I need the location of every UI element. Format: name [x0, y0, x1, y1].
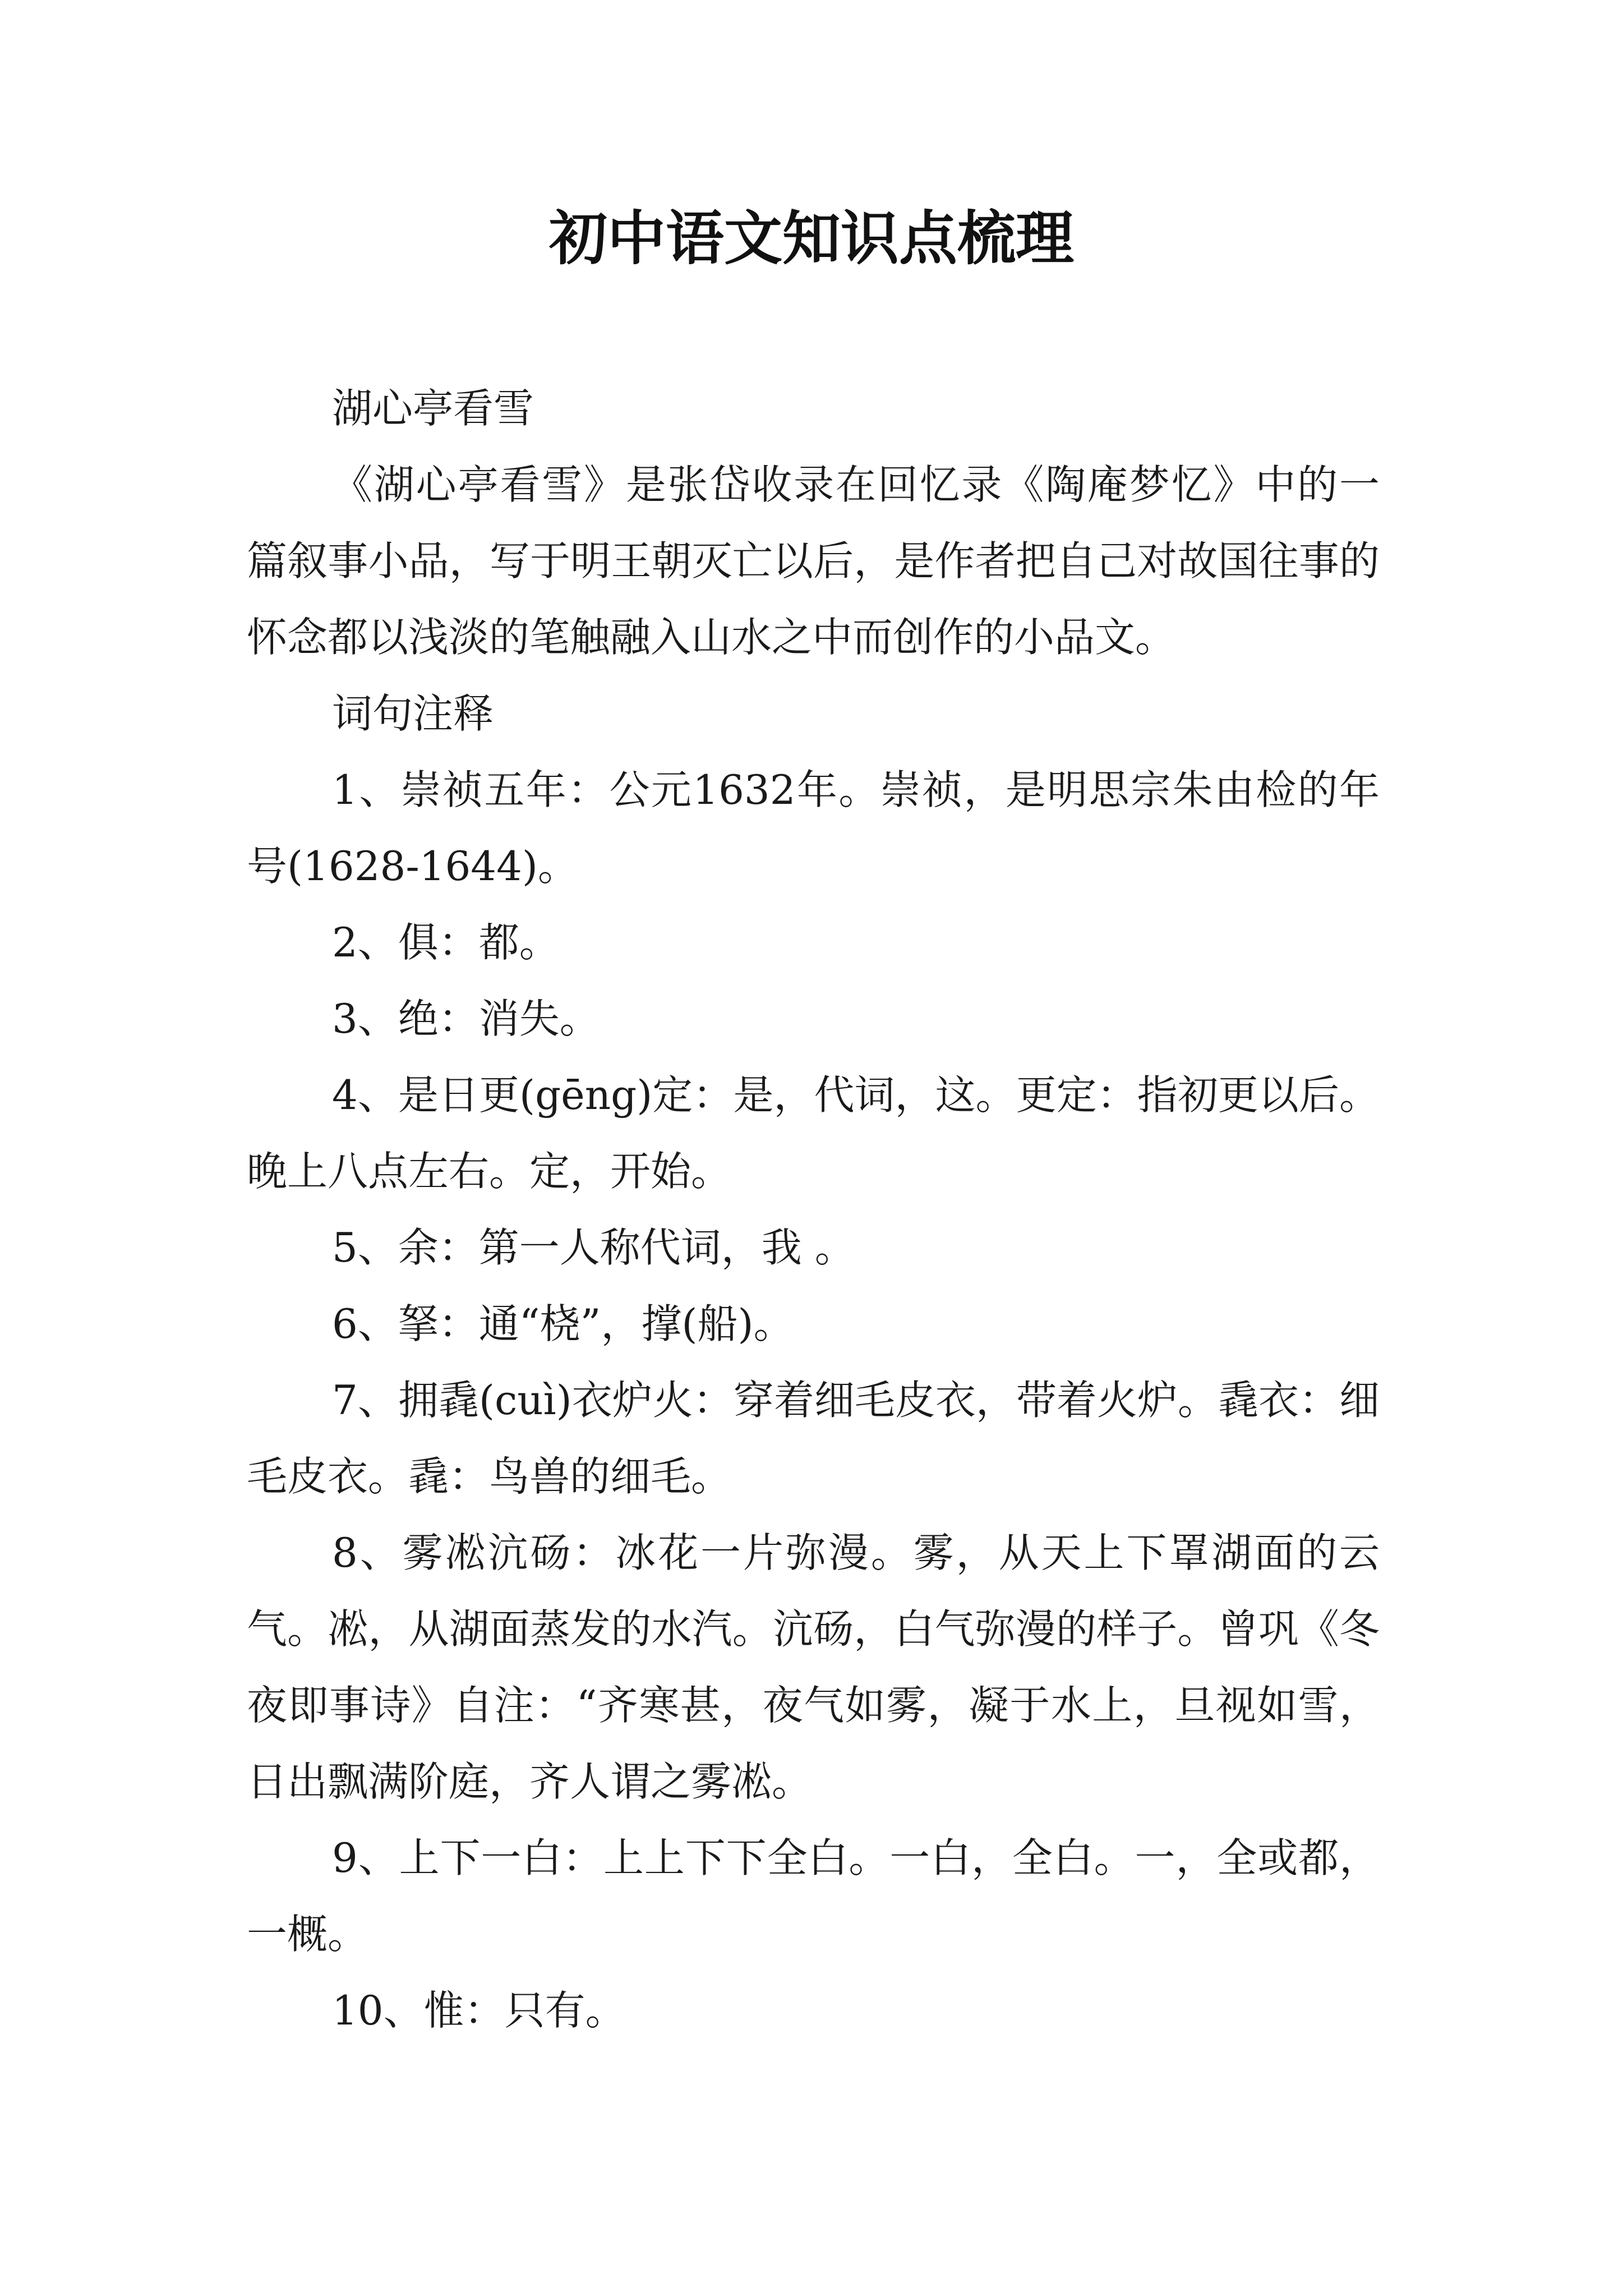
document-body — [247, 370, 1380, 2049]
annotation-item: 2、俱：都。 — [332, 919, 560, 966]
document-title: 初中语文知识点梳理 — [548, 204, 1074, 273]
section-heading: 湖心亭看雪 — [332, 385, 534, 432]
section-heading: 词句注释 — [332, 690, 494, 737]
annotation-item: 8、雾凇沆砀：冰花一片弥漫。雾，从天上下罩湖面的云气。凇，从湖面蒸发的水汽。沆砀，白气弥漫的样子。曾巩《冬夜即事诗》自注：“齐寒甚，夜气如雾，凝于水上，旦视如雪，日出飘满阶庭，齐人谓之雾凇。 — [247, 1529, 1380, 1805]
annotation-item: 9、上下一白：上上下下全白。一白，全白。一，全或都，一概。 — [247, 1834, 1380, 1958]
annotation-item: 4、是日更(gēng)定：是，代词，这。更定：指初更以后。晚上八点左右。定，开始。 — [247, 1071, 1380, 1195]
annotation-item: 10、惟：只有。 — [332, 1987, 626, 2034]
annotation-item: 5、余：第一人称代词，我 。 — [332, 1224, 855, 1271]
annotation-item: 1、崇祯五年：公元1632年。崇祯，是明思宗朱由检的年号(1628-1644)。 — [247, 766, 1380, 890]
annotation-item: 3、绝：消失。 — [332, 995, 600, 1042]
intro-paragraph: 《湖心亭看雪》是张岱收录在回忆录《陶庵梦忆》中的一篇叙事小品，写于明王朝灭亡以后，是作者把自己对故国往事的怀念都以浅淡的笔触融入山水之中而创作的小品文。 — [247, 461, 1380, 661]
annotation-item: 7、拥毳(cuì)衣炉火：穿着细毛皮衣，带着火炉。毳衣：细毛皮衣。毳：鸟兽的细毛。 — [247, 1377, 1380, 1500]
annotation-item: 6、拏：通“桡”，撑(船)。 — [332, 1300, 794, 1347]
